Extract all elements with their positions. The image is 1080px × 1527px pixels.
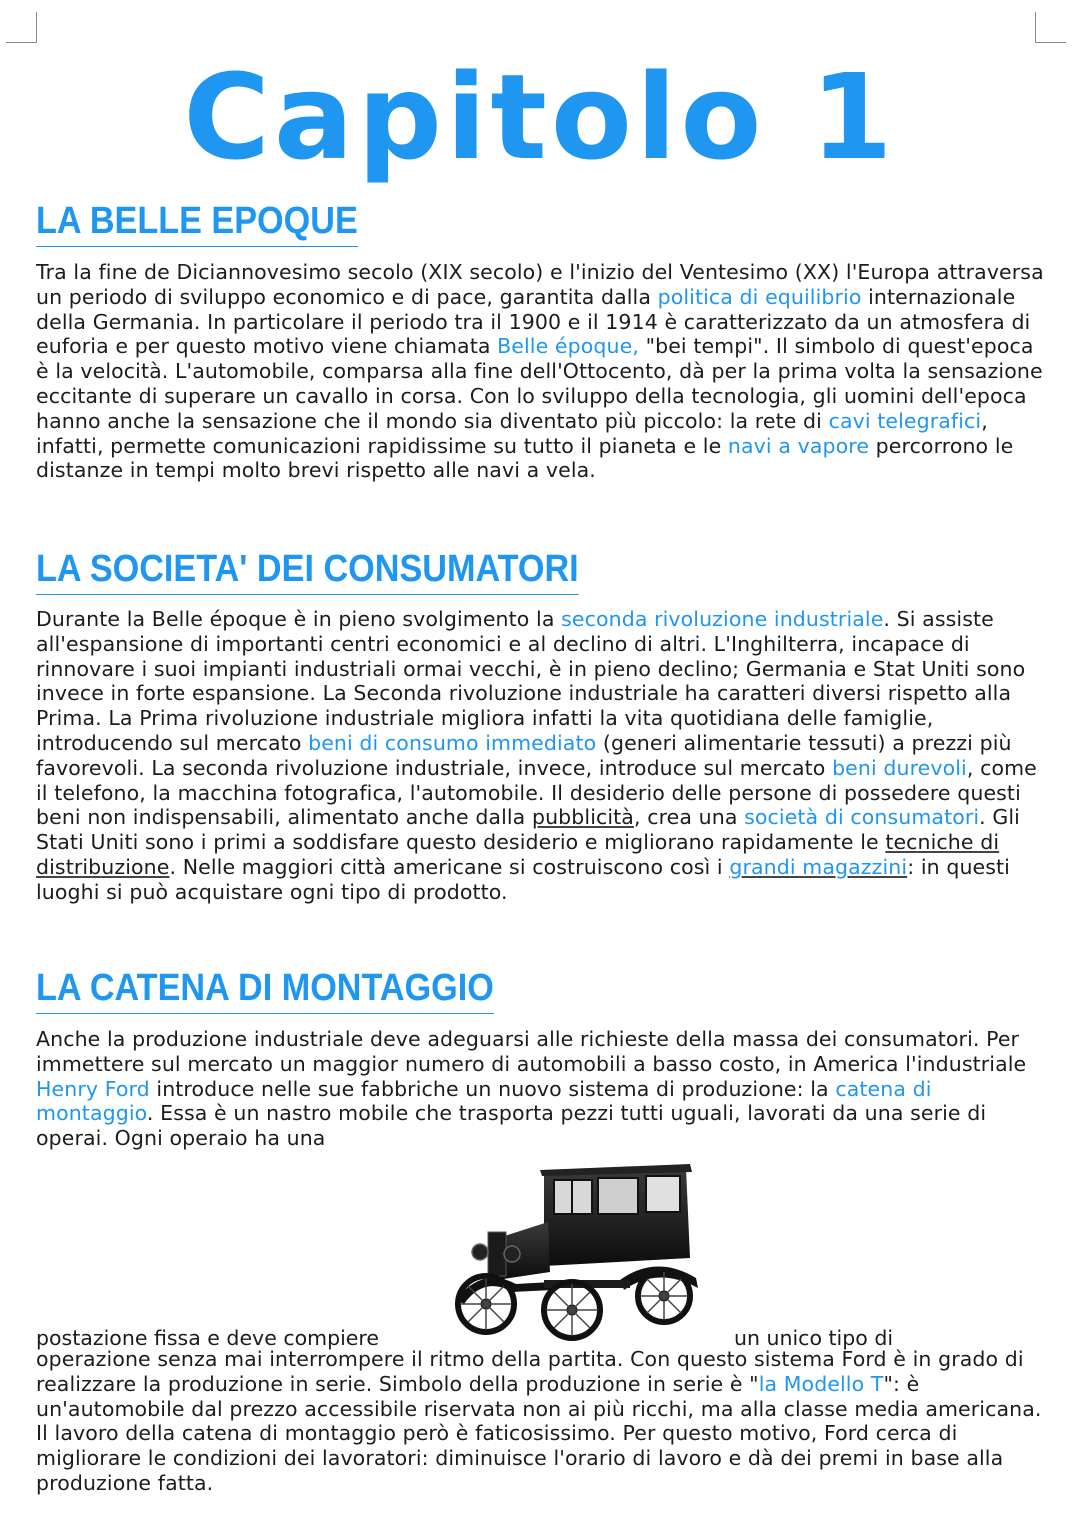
text-line-left-of-image: postazione fissa e deve compiere xyxy=(36,1326,380,1350)
highlight-modello-t: la Modello T xyxy=(758,1371,884,1396)
text-run: Durante la Belle époque è in pieno svolgimento la xyxy=(36,607,562,631)
text-run: (generi alimentarie tessuti) a prezzi più favorevoli. La seconda rivoluzione industriale, invece, introduce sul mercato xyxy=(36,730,1012,780)
section-heading-belle-epoque: LA BELLE EPOQUE xyxy=(36,198,358,247)
paragraph-modello-t xyxy=(36,1347,1046,1496)
paragraph-societa-consumatori xyxy=(36,607,1046,905)
model-t-car-image xyxy=(452,1162,708,1342)
text-run: Tra la fine de Diciannovesimo secolo (XIX secolo) e l'inizio del Ventesimo (XX) l'Europa attraversa un periodo di sviluppo economico e di pace, garantita dalla xyxy=(36,260,1044,309)
highlight-grandi-magazzini: grandi magazzini xyxy=(729,854,908,879)
highlight-belle-epoque: Belle époque, xyxy=(497,334,639,359)
text-run: . Gli Stati Uniti sono i primi a soddisfare questo desiderio e migliorano rapidamente le xyxy=(36,805,1020,855)
highlight-henry-ford: Henry Ford xyxy=(36,1076,150,1101)
text-run: . Nelle maggiori città americane si costruiscono così i xyxy=(169,854,730,879)
text-run: . Si assiste all'espansione di importanti centri economici e al declino di altri. L'Inghilterra, incapace di rinnovare i suoi impianti industriali ormai vecchi, è in pieno declino; Germania e Stat Uniti sono invece in forte espansione. La Seconda rivoluzione industriale ha caratteri diversi rispetto alla Prima. La Prima rivoluzione industriale migliora infatti la vita quotidiana delle famiglie, introducendo sul mercato xyxy=(36,607,1026,755)
text-run: , crea una xyxy=(633,805,745,830)
text-run: : in questi luoghi si può acquistare ogni tipo di prodotto. xyxy=(36,854,1010,904)
highlight-beni-consumo-immediato: beni di consumo immediato xyxy=(308,730,597,755)
text-run: Anche la produzione industriale deve adeguarsi alle richieste della massa dei consumatori. Per immettere sul mercato un maggior numero di automobili a basso costo, in America l'industriale xyxy=(36,1027,1027,1076)
text-line-right-of-image: un unico tipo di xyxy=(734,1326,894,1350)
text-run: . Essa è un nastro mobile che trasporta pezzi tutti uguali, lavorati da una serie di operai. Ogni operaio ha una xyxy=(36,1101,987,1151)
highlight-seconda-rivoluzione: seconda rivoluzione industriale xyxy=(561,607,884,631)
underline-tecniche-distribuzione: tecniche di distribuzione xyxy=(36,830,1000,879)
paragraph-belle-epoque xyxy=(36,260,1046,483)
text-run: introduce nelle sue fabbriche un nuovo sistema di produzione: la xyxy=(149,1076,836,1101)
paragraph-catena-montaggio xyxy=(36,1027,1046,1151)
text-run: , come il telefono, la macchina fotografica, l'automobile. Il desiderio delle persone di possedere questi beni non indispensabili, alimentato anche dalla xyxy=(36,755,1037,830)
text-run: percorrono le distanze in tempi molto brevi rispetto alle navi a vela. xyxy=(36,433,1014,483)
highlight-beni-durevoli: beni durevoli xyxy=(832,755,967,780)
page-corner-mark-left xyxy=(6,12,37,43)
text-run: "bei tempi". Il simbolo di quest'epoca è la velocità. L'automobile, comparsa alla fine dell'Ottocento, dà per la prima volta la sensazione eccitante di superare un cavallo in corsa. Con lo sviluppo della tecnologia, gli uomini dell'epoca hanno anche la sensazione che il mondo sia diventato più piccolo: la rete di xyxy=(36,334,1043,433)
section-heading-societa-consumatori: LA SOCIETA' DEI CONSUMATORI xyxy=(36,546,579,595)
section-heading-catena-montaggio: LA CATENA DI MONTAGGIO xyxy=(36,965,494,1014)
text-run: internazionale della Germania. In particolare il periodo tra il 1900 e il 1914 è caratterizzato da un atmosfera di euforia e per questo motivo viene chiamata xyxy=(36,284,1031,359)
page-title: Capitolo 1 xyxy=(183,48,897,186)
highlight-politica-di-equilibrio: politica di equilibrio xyxy=(657,284,862,309)
text-run: operazione senza mai interrompere il ritmo della partita. Con questo sistema Ford è in grado di realizzare la produzione in serie. Simbolo della produzione in serie è " xyxy=(36,1347,1024,1396)
underline-pubblicita: pubblicità xyxy=(531,805,634,830)
highlight-catena-di-montaggio: catena di montaggio xyxy=(36,1076,932,1126)
highlight-cavi-telegrafici: cavi telegrafici xyxy=(828,408,982,433)
highlight-societa-di-consumatori: società di consumatori xyxy=(744,805,980,830)
text-run: , infatti, permette comunicazioni rapidissime su tutto il pianeta e le xyxy=(36,408,988,458)
page-corner-mark-right xyxy=(1035,12,1066,43)
highlight-navi-a-vapore: navi a vapore xyxy=(727,433,870,458)
text-run: ": è un'automobile dal prezzo accessibile riservata non ai più ricchi, ma alla classe media americana. Il lavoro della catena di montaggio però è faticosissimo. Per questo motivo, Ford cerca di migliorare le condizioni dei lavoratori: diminuisce l'orario di lavoro e dà dei premi in base alla produzione fatta. xyxy=(36,1371,1042,1495)
